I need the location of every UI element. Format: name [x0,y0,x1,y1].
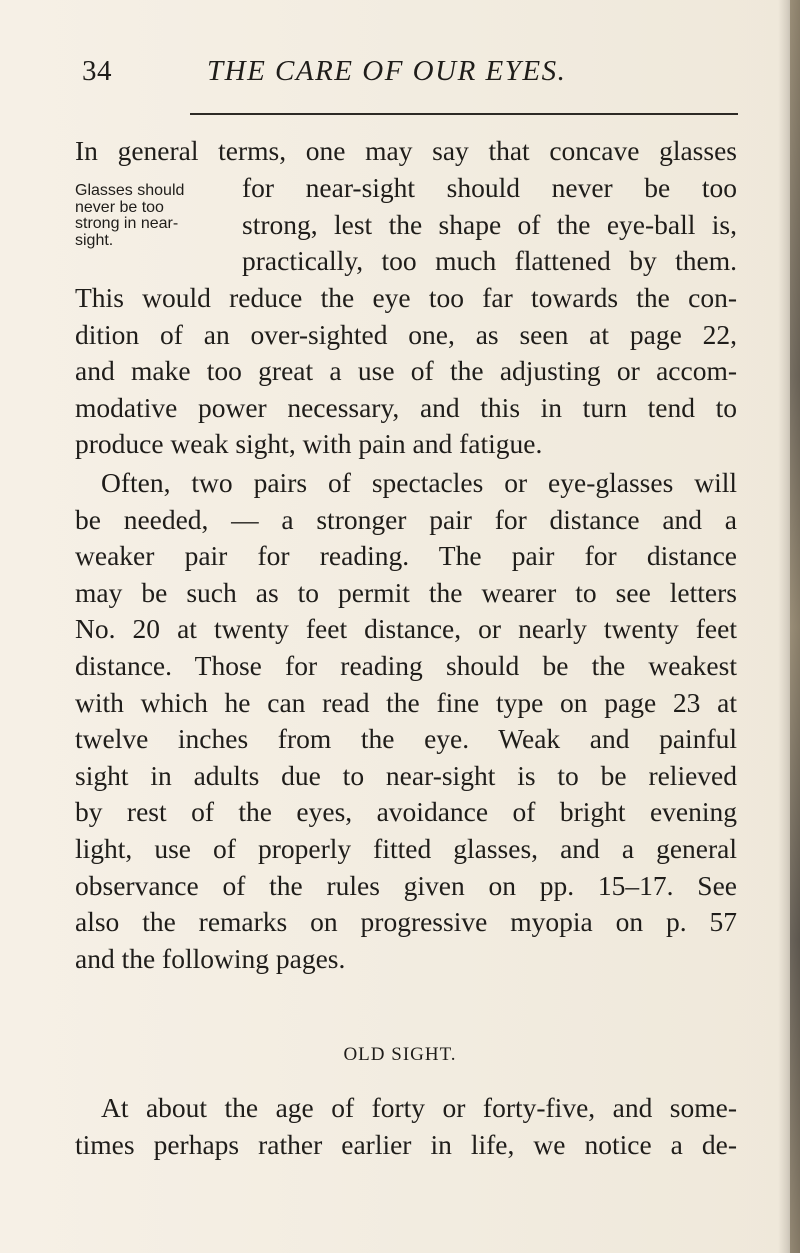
text-line: dition of an over-sighted one, as seen at page 22, [75,318,737,350]
paragraph-3 [75,1090,737,1163]
text-line: Often, two pairs of spectacles or eye-glasses will [101,467,737,498]
margin-note [75,183,235,249]
paragraph-1-body [75,280,737,463]
text-line: and the following pages. [75,942,346,974]
margin-note-line: never be too [75,198,164,216]
margin-note-line: sight. [75,231,114,249]
text-line: may be such as to permit the wearer to see letters [75,576,737,608]
text-line: with which he can read the fine type on page 23 at [75,686,737,718]
text-line: observance of the rules given on pp. 15–17. See [75,869,737,901]
section-heading: OLD SIGHT. [343,1044,457,1065]
text-line: weaker pair for reading. The pair for distance [75,540,737,572]
header-rule [190,113,738,115]
text-line: times perhaps rather earlier in life, we notice a de- [75,1128,737,1160]
text-line: strong, lest the shape of the eye-ball is, [242,208,737,240]
text-line: This would reduce the eye too far towards the con- [75,282,737,313]
paragraph-2 [75,465,737,977]
margin-note-line: Glasses should [75,182,185,199]
text-line: modative power necessary, and this in turn tend to [75,391,737,423]
running-head [82,55,738,95]
text-line: be needed, — a stronger pair for distance and a [75,503,737,535]
text-line: distance. Those for reading should be the weakest [75,649,737,681]
text-line: No. 20 at twenty feet distance, or nearly twenty feet [75,613,737,645]
text-line: In general terms, one may say that concave glasses [75,135,737,166]
running-title: THE CARE OF OUR EYES. [207,55,567,87]
text-line: sight in adults due to near-sight is to be relieved [75,759,737,791]
page-number: 34 [82,55,112,87]
text-line: light, use of properly fitted glasses, and a general [75,832,737,864]
text-line: and make too great a use of the adjusting or accom- [75,355,737,387]
text-line: twelve inches from the eye. Weak and painful [75,723,737,755]
margin-note-line: strong in near- [75,215,179,232]
paragraph-1-indented [242,170,737,280]
text-line: also the remarks on progressive myopia on p. 57 [75,906,737,938]
text-line: practically, too much flattened by them. [242,245,737,277]
text-line: produce weak sight, with pain and fatigue. [75,428,543,460]
text-line: for near-sight should never be too [242,172,737,203]
text-line: by rest of the eyes, avoidance of bright evening [75,796,737,828]
text-line: At about the age of forty or forty-five, and some- [101,1092,737,1123]
paragraph-1-first-line [75,133,737,170]
